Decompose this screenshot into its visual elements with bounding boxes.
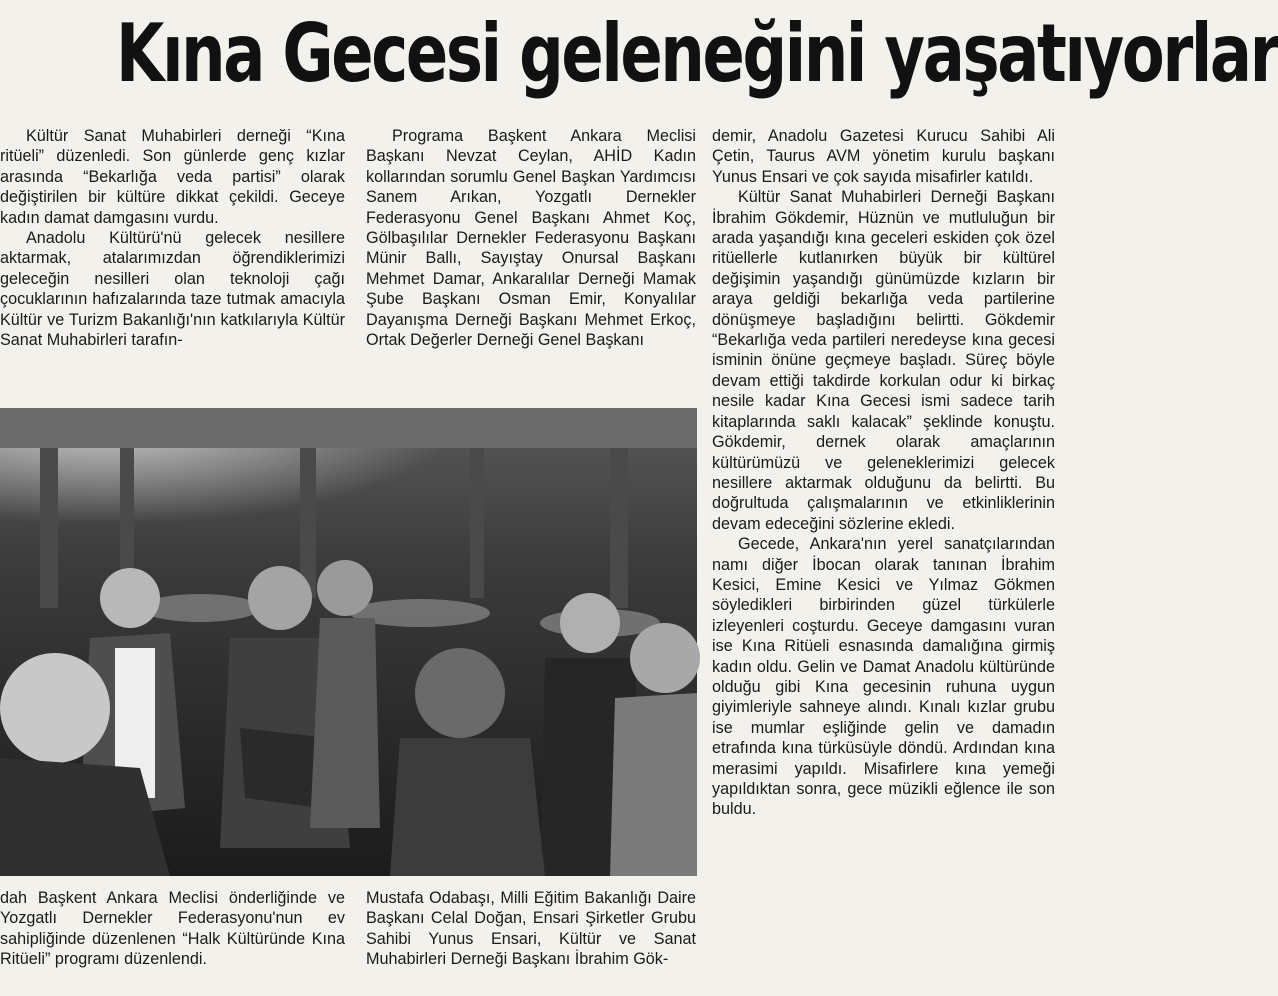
article-column-1-top bbox=[0, 126, 345, 350]
article-column-2-bottom bbox=[366, 888, 696, 970]
paragraph: Kültür Sanat Muhabirleri Derneği Başkanı İbrahim Gökdemir, Hüznün ve mutluluğun bir arada yaşandığı kına geceleri eskiden çok özel ritüellerle kutlanırken büyük bir kültürel değişimin yaşandığı günümüzde kızların bir araya geldiği bekarlığa veda partilerine dönüşmeye başladığını belirtti. Gökdemir “Bekarlığa veda partileri neredeyse kına gecesi isminin önüne geçmeye başladı. Süreç böyle devam ettiği takdirde korkulan odur ki birkaç nesile kadar Kına Gecesi ismi sadece tarih kitaplarında saklı kalacak” şeklinde konuştu. Gökdemir, dernek olarak amaçlarının kültürümüzü ve geleneklerimizi gelecek nesillere aktarmak olduğunu da belirtti. Bu doğrultuda çalışmalarının ve etkinliklerinin devam edeceğini sözlerine ekledi. bbox=[712, 188, 1055, 533]
paragraph: Mustafa Odabaşı, Milli Eğitim Bakanlığı Daire Başkanı Celal Doğan, Ensari Şirketler Grubu Sahibi Yunus Ensari, Kültür ve Sanat Muhabirleri Derneği Başkanı İbrahim Gök- bbox=[366, 889, 696, 969]
paragraph: Kültür Sanat Muhabirleri derneği “Kına ritüeli” düzenledi. Son günlerde genç kızlar arasında “Bekarlığa veda partisi” olarak değiştirilen bir kültüre dikkat çekildi. Geceye kadın damat damgasını vurdu. bbox=[0, 127, 345, 227]
dance-photo bbox=[0, 408, 697, 876]
headline: Kına Gecesi geleneğini yaşatıyorlar bbox=[116, 7, 1278, 100]
paragraph: demir, Anadolu Gazetesi Kurucu Sahibi Ali Çetin, Taurus AVM yönetim kurulu başkanı Yunus Ensari ve çok sayıda misafirler katıldı. bbox=[712, 127, 1055, 186]
paragraph: Gecede, Ankara'nın yerel sanatçılarından namı diğer İbocan olarak tanınan İbrahim Kesici, Emine Kesici ve Yılmaz Gökmen söyledikleri birbirinden güzel türkülerle izleyenleri coşturdu. Geceye damgasını vuran ise Kına Ritüeli esnasında damalığına girmiş kadın oldu. Gelin ve Damat Anadolu kültüründe olduğu gibi Kına gecesinin ruhuna uygun giyimleriyle sahneye alındı. Kınalı kızlar grubu ise mumlar eşliğinde gelin ve damadın etrafında kına türküsüyle döndü. Ardından kına merasimi yapıldı. Misafirlere kına yemeği yapıldıktan sonra, gece müzikli eğlence ile son buldu. bbox=[712, 535, 1055, 819]
paragraph: Anadolu Kültürü'nü gelecek nesillere aktarmak, atalarımızdan öğrendiklerimizi geleceğin nesilleri olan teknoloji çağı çocuklarının hafızalarında taze tutmak amacıyla Kültür ve Turizm Bakanlığı'nın katkılarıyla Kültür Sanat Muhabirleri tarafın- bbox=[0, 229, 345, 350]
paragraph: Programa Başkent Ankara Meclisi Başkanı Nevzat Ceylan, AHİD Kadın kollarından sorumlu Genel Başkan Yardımcısı Sanem Arıkan, Yozgatlı Dernekler Federasyonu Genel Başkanı Ahmet Koç, Gölbaşılılar Dernekler Federasyonu Başkanı Münir Ballı, Sayıştay Onursal Başkanı Mehmet Damar, Ankaralılar Derneği Mamak Şube Başkanı Osman Emir, Konyalılar Dayanışma Derneği Başkanı Mehmet Erkoç, Ortak Değerler Derneği Genel Başkanı bbox=[366, 127, 696, 350]
paragraph: dah Başkent Ankara Meclisi önderliğinde ve Yozgatlı Dernekler Federasyonu'nun ev sahipliğinde düzenlenen “Halk Kültüründe Kına Ritüeli” programı düzenlendi. bbox=[0, 889, 345, 969]
article-column-2-top bbox=[366, 126, 696, 350]
article-column-3 bbox=[712, 126, 1055, 820]
article-column-1-bottom bbox=[0, 888, 345, 970]
